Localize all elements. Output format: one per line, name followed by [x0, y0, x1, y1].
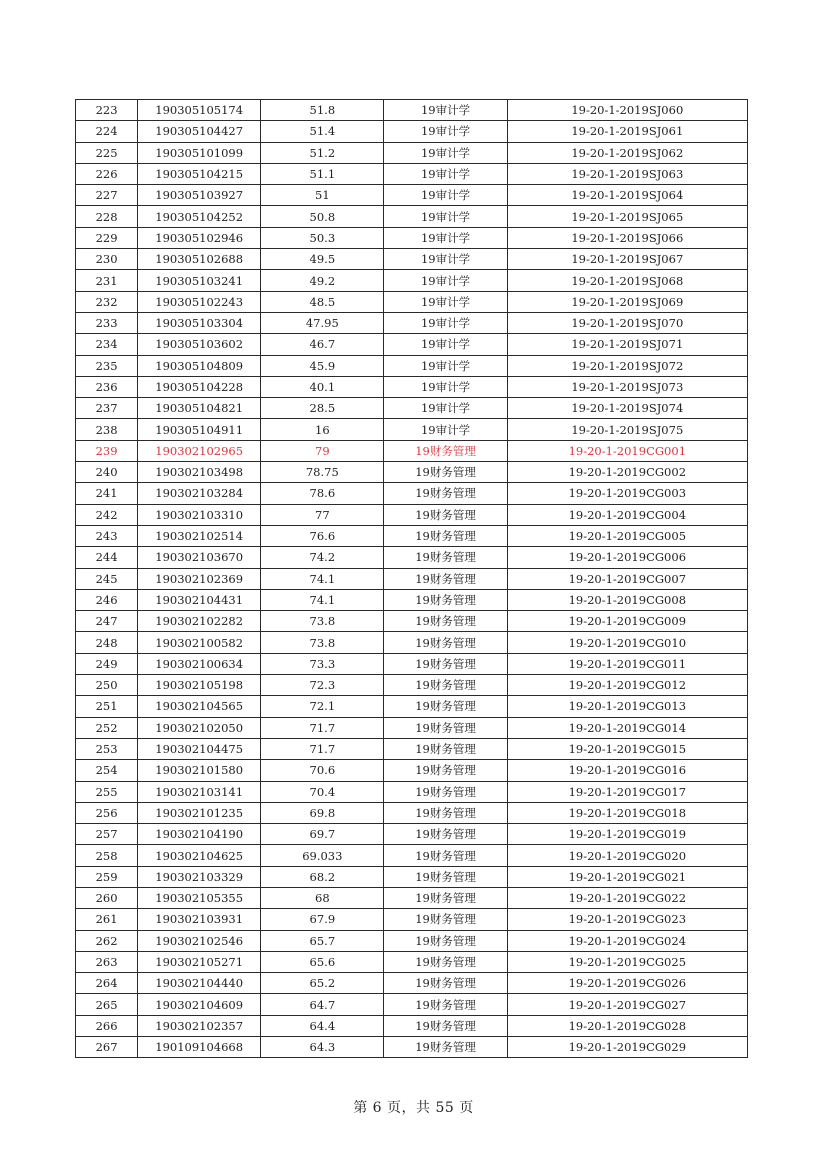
major-cell: 19财务管理 [384, 440, 507, 461]
table-row [76, 653, 748, 674]
row-number-cell: 227 [76, 185, 138, 206]
table-row [76, 142, 748, 163]
serial-code-cell: 19-20-1-2019SJ070 [507, 312, 747, 333]
serial-code-cell: 19-20-1-2019CG001 [507, 440, 747, 461]
major-cell: 19财务管理 [384, 589, 507, 610]
serial-code-cell: 19-20-1-2019CG015 [507, 738, 747, 759]
score-cell: 49.5 [261, 249, 384, 270]
serial-code-cell: 19-20-1-2019SJ065 [507, 206, 747, 227]
major-cell: 19财务管理 [384, 866, 507, 887]
student-id-cell: 190305104427 [138, 121, 261, 142]
serial-code-cell: 19-20-1-2019CG024 [507, 930, 747, 951]
table-row [76, 163, 748, 184]
row-number-cell: 232 [76, 291, 138, 312]
serial-code-cell: 19-20-1-2019CG029 [507, 1037, 747, 1058]
student-id-cell: 190302102357 [138, 1015, 261, 1036]
score-cell: 51.2 [261, 142, 384, 163]
row-number-cell: 262 [76, 930, 138, 951]
major-cell: 19审计学 [384, 270, 507, 291]
score-cell: 70.4 [261, 781, 384, 802]
serial-code-cell: 19-20-1-2019SJ060 [507, 100, 747, 121]
serial-code-cell: 19-20-1-2019SJ064 [507, 185, 747, 206]
serial-code-cell: 19-20-1-2019CG020 [507, 845, 747, 866]
student-id-cell: 190302103498 [138, 462, 261, 483]
major-cell: 19财务管理 [384, 675, 507, 696]
score-cell: 47.95 [261, 312, 384, 333]
row-number-cell: 261 [76, 909, 138, 930]
major-cell: 19审计学 [384, 291, 507, 312]
table-row [76, 824, 748, 845]
student-id-cell: 190302104440 [138, 973, 261, 994]
major-cell: 19财务管理 [384, 462, 507, 483]
major-cell: 19财务管理 [384, 994, 507, 1015]
row-number-cell: 251 [76, 696, 138, 717]
table-row [76, 909, 748, 930]
student-id-cell: 190302102282 [138, 611, 261, 632]
table-row [76, 611, 748, 632]
student-id-cell: 190302103670 [138, 547, 261, 568]
student-id-cell: 190302103931 [138, 909, 261, 930]
serial-code-cell: 19-20-1-2019CG011 [507, 653, 747, 674]
row-number-cell: 249 [76, 653, 138, 674]
major-cell: 19审计学 [384, 334, 507, 355]
student-id-cell: 190302100634 [138, 653, 261, 674]
table-row [76, 398, 748, 419]
score-cell: 68 [261, 887, 384, 908]
serial-code-cell: 19-20-1-2019SJ069 [507, 291, 747, 312]
serial-code-cell: 19-20-1-2019CG014 [507, 717, 747, 738]
table-row [76, 547, 748, 568]
table-row [76, 249, 748, 270]
student-id-cell: 190302104609 [138, 994, 261, 1015]
serial-code-cell: 19-20-1-2019CG004 [507, 504, 747, 525]
serial-code-cell: 19-20-1-2019SJ071 [507, 334, 747, 355]
serial-code-cell: 19-20-1-2019SJ067 [507, 249, 747, 270]
score-cell: 69.8 [261, 802, 384, 823]
row-number-cell: 246 [76, 589, 138, 610]
student-id-cell: 190302102050 [138, 717, 261, 738]
row-number-cell: 263 [76, 951, 138, 972]
table-row [76, 760, 748, 781]
table-row [76, 462, 748, 483]
student-id-cell: 190302102514 [138, 525, 261, 546]
serial-code-cell: 19-20-1-2019CG017 [507, 781, 747, 802]
score-cell: 48.5 [261, 291, 384, 312]
table-row [76, 866, 748, 887]
table-row [76, 951, 748, 972]
row-number-cell: 224 [76, 121, 138, 142]
table-row [76, 312, 748, 333]
row-number-cell: 236 [76, 376, 138, 397]
major-cell: 19审计学 [384, 185, 507, 206]
score-cell: 50.3 [261, 227, 384, 248]
serial-code-cell: 19-20-1-2019SJ061 [507, 121, 747, 142]
score-cell: 76.6 [261, 525, 384, 546]
student-id-cell: 190302105355 [138, 887, 261, 908]
serial-code-cell: 19-20-1-2019SJ062 [507, 142, 747, 163]
table-row [76, 802, 748, 823]
table-row [76, 632, 748, 653]
row-number-cell: 254 [76, 760, 138, 781]
row-number-cell: 234 [76, 334, 138, 355]
row-number-cell: 257 [76, 824, 138, 845]
student-id-cell: 190302104475 [138, 738, 261, 759]
score-cell: 70.6 [261, 760, 384, 781]
score-cell: 40.1 [261, 376, 384, 397]
serial-code-cell: 19-20-1-2019SJ073 [507, 376, 747, 397]
serial-code-cell: 19-20-1-2019CG009 [507, 611, 747, 632]
score-cell: 51.8 [261, 100, 384, 121]
student-id-cell: 190305103602 [138, 334, 261, 355]
major-cell: 19财务管理 [384, 696, 507, 717]
major-cell: 19财务管理 [384, 781, 507, 802]
score-cell: 65.2 [261, 973, 384, 994]
major-cell: 19财务管理 [384, 738, 507, 759]
major-cell: 19财务管理 [384, 930, 507, 951]
serial-code-cell: 19-20-1-2019CG008 [507, 589, 747, 610]
student-id-cell: 190305103304 [138, 312, 261, 333]
table-row [76, 291, 748, 312]
student-id-cell: 190302101580 [138, 760, 261, 781]
serial-code-cell: 19-20-1-2019CG021 [507, 866, 747, 887]
score-cell: 28.5 [261, 398, 384, 419]
serial-code-cell: 19-20-1-2019CG007 [507, 568, 747, 589]
major-cell: 19财务管理 [384, 611, 507, 632]
table-row [76, 930, 748, 951]
score-cell: 64.3 [261, 1037, 384, 1058]
major-cell: 19财务管理 [384, 824, 507, 845]
score-cell: 65.7 [261, 930, 384, 951]
table-row [76, 781, 748, 802]
serial-code-cell: 19-20-1-2019CG005 [507, 525, 747, 546]
student-id-cell: 190305102946 [138, 227, 261, 248]
serial-code-cell: 19-20-1-2019SJ074 [507, 398, 747, 419]
major-cell: 19审计学 [384, 312, 507, 333]
major-cell: 19财务管理 [384, 568, 507, 589]
student-id-cell: 190302104565 [138, 696, 261, 717]
major-cell: 19审计学 [384, 163, 507, 184]
row-number-cell: 265 [76, 994, 138, 1015]
score-cell: 49.2 [261, 270, 384, 291]
score-cell: 73.3 [261, 653, 384, 674]
serial-code-cell: 19-20-1-2019SJ066 [507, 227, 747, 248]
table-row [76, 696, 748, 717]
score-cell: 78.75 [261, 462, 384, 483]
score-cell: 64.7 [261, 994, 384, 1015]
row-number-cell: 252 [76, 717, 138, 738]
major-cell: 19财务管理 [384, 1015, 507, 1036]
serial-code-cell: 19-20-1-2019CG016 [507, 760, 747, 781]
table-row [76, 206, 748, 227]
score-cell: 16 [261, 419, 384, 440]
score-table [75, 99, 748, 1058]
score-cell: 74.2 [261, 547, 384, 568]
table-row [76, 525, 748, 546]
serial-code-cell: 19-20-1-2019CG013 [507, 696, 747, 717]
row-number-cell: 266 [76, 1015, 138, 1036]
serial-code-cell: 19-20-1-2019CG025 [507, 951, 747, 972]
score-cell: 74.1 [261, 589, 384, 610]
row-number-cell: 260 [76, 887, 138, 908]
major-cell: 19财务管理 [384, 845, 507, 866]
major-cell: 19审计学 [384, 121, 507, 142]
student-id-cell: 190302103141 [138, 781, 261, 802]
score-cell: 72.1 [261, 696, 384, 717]
score-cell: 71.7 [261, 717, 384, 738]
row-number-cell: 256 [76, 802, 138, 823]
major-cell: 19审计学 [384, 142, 507, 163]
row-number-cell: 240 [76, 462, 138, 483]
student-id-cell: 190302103329 [138, 866, 261, 887]
table-row [76, 1037, 748, 1058]
table-row-highlighted [76, 440, 748, 461]
page-footer: 第 6 页，共 55 页 [353, 1100, 474, 1116]
major-cell: 19财务管理 [384, 973, 507, 994]
row-number-cell: 242 [76, 504, 138, 525]
student-id-cell: 190302105271 [138, 951, 261, 972]
serial-code-cell: 19-20-1-2019SJ068 [507, 270, 747, 291]
row-number-cell: 233 [76, 312, 138, 333]
student-id-cell: 190305104252 [138, 206, 261, 227]
serial-code-cell: 19-20-1-2019CG018 [507, 802, 747, 823]
score-cell: 50.8 [261, 206, 384, 227]
score-cell: 77 [261, 504, 384, 525]
major-cell: 19财务管理 [384, 909, 507, 930]
major-cell: 19审计学 [384, 398, 507, 419]
major-cell: 19财务管理 [384, 760, 507, 781]
serial-code-cell: 19-20-1-2019CG022 [507, 887, 747, 908]
student-id-cell: 190305103927 [138, 185, 261, 206]
score-cell: 67.9 [261, 909, 384, 930]
student-id-cell: 190302104190 [138, 824, 261, 845]
student-id-cell: 190302103310 [138, 504, 261, 525]
student-id-cell: 190302102369 [138, 568, 261, 589]
serial-code-cell: 19-20-1-2019SJ075 [507, 419, 747, 440]
serial-code-cell: 19-20-1-2019CG002 [507, 462, 747, 483]
student-id-cell: 190109104668 [138, 1037, 261, 1058]
table-row [76, 738, 748, 759]
score-cell: 51.1 [261, 163, 384, 184]
row-number-cell: 241 [76, 483, 138, 504]
score-cell: 73.8 [261, 632, 384, 653]
score-cell: 74.1 [261, 568, 384, 589]
student-id-cell: 190305105174 [138, 100, 261, 121]
row-number-cell: 258 [76, 845, 138, 866]
serial-code-cell: 19-20-1-2019CG027 [507, 994, 747, 1015]
table-row [76, 334, 748, 355]
major-cell: 19财务管理 [384, 717, 507, 738]
student-id-cell: 190305101099 [138, 142, 261, 163]
score-cell: 69.033 [261, 845, 384, 866]
major-cell: 19财务管理 [384, 653, 507, 674]
table-row [76, 376, 748, 397]
serial-code-cell: 19-20-1-2019SJ072 [507, 355, 747, 376]
student-id-cell: 190302102546 [138, 930, 261, 951]
table-row [76, 100, 748, 121]
score-cell: 71.7 [261, 738, 384, 759]
score-cell: 45.9 [261, 355, 384, 376]
major-cell: 19财务管理 [384, 887, 507, 908]
row-number-cell: 253 [76, 738, 138, 759]
score-cell: 51.4 [261, 121, 384, 142]
table-row [76, 504, 748, 525]
serial-code-cell: 19-20-1-2019CG003 [507, 483, 747, 504]
major-cell: 19财务管理 [384, 951, 507, 972]
major-cell: 19审计学 [384, 376, 507, 397]
row-number-cell: 247 [76, 611, 138, 632]
student-id-cell: 190305102688 [138, 249, 261, 270]
table-row [76, 483, 748, 504]
score-cell: 65.6 [261, 951, 384, 972]
score-cell: 51 [261, 185, 384, 206]
student-id-cell: 190305104821 [138, 398, 261, 419]
student-id-cell: 190305104215 [138, 163, 261, 184]
table-body [76, 100, 748, 1058]
score-cell: 69.7 [261, 824, 384, 845]
major-cell: 19财务管理 [384, 483, 507, 504]
table-row [76, 568, 748, 589]
serial-code-cell: 19-20-1-2019CG012 [507, 675, 747, 696]
major-cell: 19财务管理 [384, 1037, 507, 1058]
student-id-cell: 190305103241 [138, 270, 261, 291]
table-row [76, 887, 748, 908]
student-id-cell: 190302104625 [138, 845, 261, 866]
row-number-cell: 264 [76, 973, 138, 994]
major-cell: 19审计学 [384, 419, 507, 440]
score-cell: 79 [261, 440, 384, 461]
major-cell: 19财务管理 [384, 504, 507, 525]
score-cell: 64.4 [261, 1015, 384, 1036]
major-cell: 19审计学 [384, 249, 507, 270]
score-cell: 73.8 [261, 611, 384, 632]
score-cell: 68.2 [261, 866, 384, 887]
major-cell: 19审计学 [384, 355, 507, 376]
student-id-cell: 190302100582 [138, 632, 261, 653]
row-number-cell: 235 [76, 355, 138, 376]
row-number-cell: 248 [76, 632, 138, 653]
row-number-cell: 230 [76, 249, 138, 270]
row-number-cell: 231 [76, 270, 138, 291]
score-cell: 72.3 [261, 675, 384, 696]
major-cell: 19审计学 [384, 227, 507, 248]
student-id-cell: 190302102965 [138, 440, 261, 461]
student-id-cell: 190305104911 [138, 419, 261, 440]
major-cell: 19审计学 [384, 100, 507, 121]
student-id-cell: 190305102243 [138, 291, 261, 312]
serial-code-cell: 19-20-1-2019CG010 [507, 632, 747, 653]
row-number-cell: 243 [76, 525, 138, 546]
row-number-cell: 259 [76, 866, 138, 887]
student-id-cell: 190302103284 [138, 483, 261, 504]
student-id-cell: 190302104431 [138, 589, 261, 610]
table-row [76, 845, 748, 866]
table-row [76, 121, 748, 142]
row-number-cell: 245 [76, 568, 138, 589]
row-number-cell: 239 [76, 440, 138, 461]
serial-code-cell: 19-20-1-2019CG023 [507, 909, 747, 930]
major-cell: 19财务管理 [384, 525, 507, 546]
row-number-cell: 244 [76, 547, 138, 568]
row-number-cell: 238 [76, 419, 138, 440]
major-cell: 19财务管理 [384, 547, 507, 568]
table-row [76, 717, 748, 738]
student-id-cell: 190302105198 [138, 675, 261, 696]
table-row [76, 973, 748, 994]
row-number-cell: 223 [76, 100, 138, 121]
table-row [76, 270, 748, 291]
student-id-cell: 190305104809 [138, 355, 261, 376]
table-row [76, 675, 748, 696]
table-row [76, 1015, 748, 1036]
major-cell: 19财务管理 [384, 802, 507, 823]
row-number-cell: 228 [76, 206, 138, 227]
serial-code-cell: 19-20-1-2019CG019 [507, 824, 747, 845]
serial-code-cell: 19-20-1-2019CG028 [507, 1015, 747, 1036]
score-cell: 46.7 [261, 334, 384, 355]
table-row [76, 227, 748, 248]
table-row [76, 994, 748, 1015]
serial-code-cell: 19-20-1-2019SJ063 [507, 163, 747, 184]
table-row [76, 589, 748, 610]
row-number-cell: 229 [76, 227, 138, 248]
table-row [76, 185, 748, 206]
major-cell: 19审计学 [384, 206, 507, 227]
row-number-cell: 267 [76, 1037, 138, 1058]
row-number-cell: 226 [76, 163, 138, 184]
student-id-cell: 190305104228 [138, 376, 261, 397]
serial-code-cell: 19-20-1-2019CG006 [507, 547, 747, 568]
student-id-cell: 190302101235 [138, 802, 261, 823]
row-number-cell: 250 [76, 675, 138, 696]
table-row [76, 355, 748, 376]
row-number-cell: 255 [76, 781, 138, 802]
major-cell: 19财务管理 [384, 632, 507, 653]
row-number-cell: 225 [76, 142, 138, 163]
serial-code-cell: 19-20-1-2019CG026 [507, 973, 747, 994]
table-row [76, 419, 748, 440]
row-number-cell: 237 [76, 398, 138, 419]
score-cell: 78.6 [261, 483, 384, 504]
